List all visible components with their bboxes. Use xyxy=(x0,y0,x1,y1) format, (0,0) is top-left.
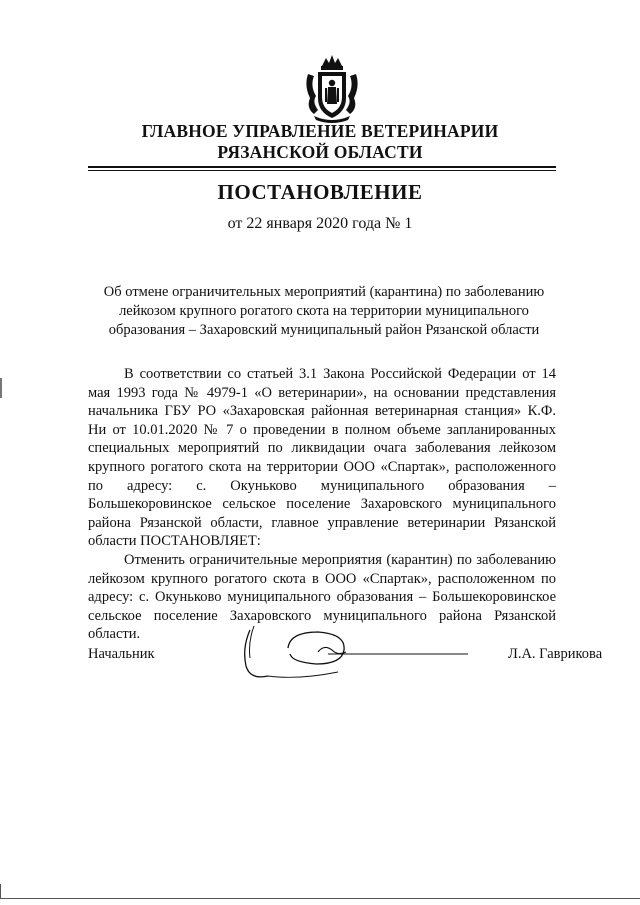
document-type-title: ПОСТАНОВЛЕНИЕ xyxy=(217,180,423,204)
subject-line: Об отмене ограничительных мероприятий (карантина) по заболеванию xyxy=(103,284,545,300)
handwritten-signature xyxy=(228,618,478,690)
document-body xyxy=(88,365,556,644)
header-divider-thin xyxy=(88,170,556,171)
coat-of-arms-icon xyxy=(300,52,364,124)
scan-edge-mark xyxy=(0,884,1,899)
body-paragraph: Отменить ограничительные мероприятия (карантин) по заболеванию лейкозом крупного рогатого скота в ООО «Спартак», расположенном по адресу: с. Окуньково муниципального образования – Большекоровинское сельское поселение Захаровского муниципального района Рязанской области. xyxy=(88,551,556,643)
document-subject xyxy=(100,283,548,340)
organization-name-line1: ГЛАВНОЕ УПРАВЛЕНИЕ ВЕТЕРИНАРИИ xyxy=(141,121,499,141)
signatory-name: Л.А. Гаврикова xyxy=(508,646,603,662)
scan-bottom-edge xyxy=(0,898,640,899)
organization-name-line2: РЯЗАНСКОЙ ОБЛАСТИ xyxy=(217,142,423,162)
header-divider-thick xyxy=(88,166,556,168)
document-date-number: от 22 января 2020 года № 1 xyxy=(227,215,413,232)
body-paragraph: В соответствии со статьей 3.1 Закона Российской Федерации от 14 мая 1993 года № 4979-1 «О ветеринарии», на основании представления начальника ГБУ РО «Захаровская районная ветеринарная станция» К.Ф. Ни от 10.01.2020 № 7 о проведении в полном объеме запланированных специальных мероприятий по ликвидации очага заболевания лейкозом крупного рогатого скота на территории ООО «Спартак», расположенного по адресу: с. Окуньково муниципального образования – Большекоровинское сельское поселение Захаровского муниципального района Рязанской области, главное управление ветеринарии Рязанской области ПОСТАНОВЛЯЕТ: xyxy=(88,366,556,550)
subject-line: лейкозом крупного рогатого скота на территории муниципального xyxy=(119,303,529,319)
scan-margin-mark xyxy=(0,378,2,398)
signatory-position: Начальник xyxy=(88,646,155,662)
subject-line: образования – Захаровский муниципальный район Рязанской области xyxy=(108,322,540,338)
